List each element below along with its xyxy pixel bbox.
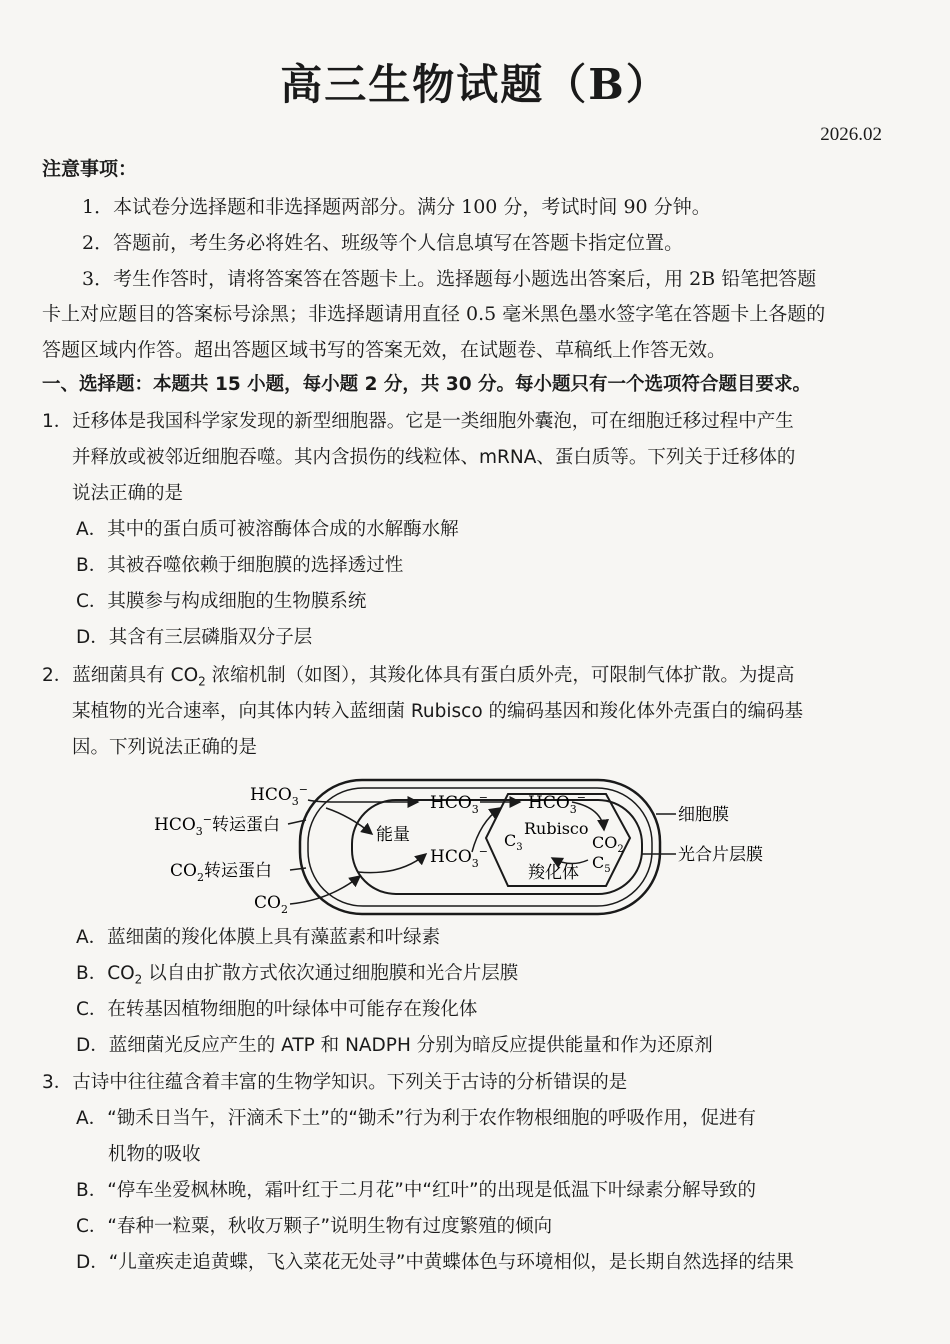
- question-3-option-c: C．“春种一粒粟，秋收万颗子”说明生物有过度繁殖的倾向: [76, 1216, 553, 1237]
- question-3-option-a: A．“锄禾日当午，汗滴禾下土”的“锄禾”行为利于农作物根细胞的呼吸作用，促进有: [76, 1108, 756, 1129]
- exam-date: 2026.02: [820, 124, 882, 145]
- question-2-option-c: C．在转基因植物细胞的叶绿体中可能存在羧化体: [76, 999, 478, 1020]
- option-b-pre: B．CO: [76, 963, 135, 984]
- c5-label: $C_5$: [592, 853, 611, 875]
- question-1-line: 说法正确的是: [72, 483, 184, 504]
- notes-item: 2．答题前，考生务必将姓名、班级等个人信息填写在答题卡指定位置。: [82, 232, 684, 254]
- thylakoid-membrane-label: 光合片层膜: [678, 845, 763, 865]
- question-2-option-b: [76, 961, 518, 993]
- notes-item: 1．本试卷分选择题和非选择题两部分。满分 100 分，考试时间 90 分钟。: [82, 196, 711, 218]
- arrow: [358, 854, 426, 873]
- hco3-transporter-label: $HCO_3^-$转运蛋白: [154, 813, 280, 838]
- question-2-option-d: D．蓝细菌光反应产生的 ATP 和 NADPH 分别为暗反应提供能量和作为还原剂: [76, 1035, 713, 1056]
- subscript: 2: [198, 674, 206, 689]
- c3-label: $C_3$: [504, 831, 523, 853]
- question-1-option-a: A．其中的蛋白质可被溶酶体合成的水解酶水解: [76, 519, 459, 540]
- question-2-line: 因。下列说法正确的是: [72, 737, 258, 758]
- question-1-option-b: B．其被吞噬依赖于细胞膜的选择透过性: [76, 555, 404, 576]
- carboxysome-label: 羧化体: [528, 863, 579, 883]
- notes-heading: 注意事项：: [42, 158, 138, 180]
- hco3-cytoplasm-label: $HCO_3^-$: [430, 791, 488, 816]
- hco3-lower-label: $HCO_3^-$: [430, 845, 488, 870]
- rubisco-label: Rubisco: [524, 819, 589, 838]
- question-2-option-a: A．蓝细菌的羧化体膜上具有藻蓝素和叶绿素: [76, 927, 441, 948]
- question-2-line: [42, 663, 794, 695]
- hco3-carboxysome-label: $HCO_3^-$: [528, 791, 586, 816]
- question-2-line: 某植物的光合速率，向其体内转入蓝细菌 Rubisco 的编码基因和羧化体外壳蛋白的编码基: [72, 701, 804, 722]
- question-3-option-b: B．“停车坐爱枫林晚，霜叶红于二月花”中“红叶”的出现是低温下叶绿素分解导致的: [76, 1180, 757, 1201]
- energy-label: 能量: [376, 825, 410, 845]
- question-3-option-a-cont: 机物的吸收: [108, 1144, 201, 1165]
- hco3-outside-label: $HCO_3^-$: [250, 783, 308, 808]
- question-1-line: 并释放或被邻近细胞吞噬。其内含损伤的线粒体、mRNA、蛋白质等。下列关于迁移体的: [72, 447, 796, 468]
- notes-item: 卡上对应题目的答案标号涂黑；非选择题请用直径 0.5 毫米黑色墨水签字笔在答题卡上各题的: [42, 303, 826, 325]
- notes-item: 3．考生作答时，请将答案答在答题卡上。选择题每小题选出答案后，用 2B 铅笔把答题: [82, 268, 817, 290]
- exam-title: 高三生物试题（B）: [280, 60, 670, 109]
- co2-outside-label: $CO_2$: [254, 893, 288, 916]
- question-1-line: 1．迁移体是我国科学家发现的新型细胞器。它是一类细胞外囊泡，可在细胞迁移过程中产生: [42, 411, 794, 432]
- question-2-line1-pre: 2．蓝细菌具有 CO: [42, 665, 199, 686]
- question-1-option-c: C．其膜参与构成细胞的生物膜系统: [76, 591, 367, 612]
- question-3-option-d: D．“儿童疾走追黄蝶，飞入菜花无处寻”中黄蝶体色与环境相似，是长期自然选择的结果: [76, 1252, 794, 1273]
- question-2-line1-post: 浓缩机制（如图），其羧化体具有蛋白质外壳，可限制气体扩散。为提高: [205, 665, 795, 686]
- question-1-option-d: D．其含有三层磷脂双分子层: [76, 627, 313, 648]
- section-heading: 一、选择题：本题共 15 小题，每小题 2 分，共 30 分。每小题只有一个选项符合题目要求。: [42, 374, 812, 395]
- co2-concentration-diagram: [140, 772, 800, 920]
- notes-item: 答题区域内作答。超出答题区域书写的答案无效，在试题卷、草稿纸上作答无效。: [42, 339, 727, 361]
- subscript: 2: [134, 972, 143, 987]
- cell-membrane-label: 细胞膜: [678, 805, 729, 825]
- co2-transporter-label: $CO_2$转运蛋白: [170, 861, 272, 884]
- co2-carboxysome-label: $CO_2$: [592, 833, 624, 855]
- question-3-stem: 3．古诗中往往蕴含着丰富的生物学知识。下列关于古诗的分析错误的是: [42, 1072, 628, 1093]
- option-b-post: 以自由扩散方式依次通过细胞膜和光合片层膜: [142, 963, 519, 984]
